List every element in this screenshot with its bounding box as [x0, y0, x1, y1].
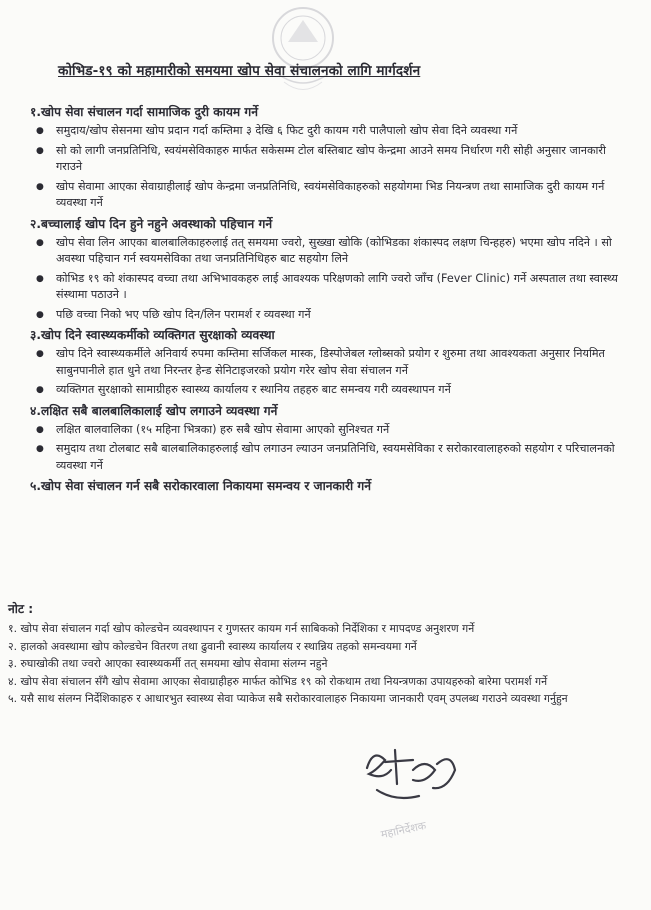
official-stamp: [379, 809, 470, 842]
list-item: ● खोप सेवामा आएका सेवाग्राहीलाई खोप केन्द्रमा जनप्रतिनिधि, स्वयंमसेविकाहरुको सहयोगमा भिड नियन्त्रण तथा सामाजिक दुरी कायम गर्न व्यवस्था गर्ने: [30, 179, 630, 212]
list-item: ● लक्षित बालवालिका (१५ महिना भित्रका) हरु सबै खोप सेवामा आएको सुनिश्चत गर्ने: [30, 422, 630, 439]
section-2: [30, 215, 630, 324]
page-title: कोभिड-१९ को महामारीको समयमा खोप सेवा संचालनको लागि मार्गदर्शन: [58, 63, 421, 79]
list-item: ● खोप दिने स्वास्थ्यकर्मीले अनिवार्य रुपमा कम्तिमा सर्जिकल मास्क, डिस्पोजेबल ग्लोब्सको प्रयोग र शुरुमा तथा आवश्यकता अनुसार नियमित साबुनपानीले हात धुने तथा निरन्तर हेन्ड सेनिटाइजरको प्रयोग गरेर खोप सेवा संचालन गर्ने: [30, 346, 630, 379]
list-item: ● समुदाय तथा टोलबाट सबै बालबालिकाहरुलाई खोप लगाउन ल्याउन जनप्रतिनिधि, स्वयमसेविका र सरोकारवालाहरुको सहयोग र परिचालनको व्यवस्था गर्ने: [30, 441, 630, 474]
bullet-list: [30, 346, 630, 399]
section-heading: ४.लक्षित सबै बालबालिकालाई खोप लगाउने व्यवस्था गर्ने: [30, 403, 278, 418]
notes-heading: नोट :: [8, 602, 34, 616]
note-item: ५. यसै साथ संलग्न निर्देशिकाहरु र आधारभुत स्वास्थ्य सेवा प्याकेज सबै सरोकारवालाहरु निकायमा जानकारी एवम् उपलब्ध गराउने व्यवस्था गर्नुहुन: [8, 692, 568, 705]
stamp-label: महानिर्देशक: [379, 818, 428, 842]
note-item: ४. खोप सेवा संचालन सँगै खोप सेवामा आएका सेवाग्राहीहरु मार्फत कोभिड १९ को रोकथाम तथा नियन्त्रणका उपायहरुको बारेमा परामर्श गर्ने: [8, 674, 548, 688]
guidelines-body: [30, 103, 630, 495]
bullet-list: [30, 123, 630, 212]
bullet-list: [30, 422, 630, 475]
note-item: १. खोप सेवा संचालन गर्दा खोप कोल्डचेन व्यवस्थापन र गुणस्तर कायम गर्न साबिकको निर्देशिका र मापदण्ड अनुशरण गर्ने: [8, 622, 475, 635]
section-1: [30, 103, 630, 212]
note-item: २. हालको अवस्थामा खोप कोल्डचेन वितरण तथा ढुवानी स्वास्थ्य कार्यालय र स्थान्निय तहको समन्वयमा गर्ने: [8, 639, 417, 653]
bullet-list: [30, 235, 630, 324]
section-heading: १.खोप सेवा संचालन गर्दा सामाजिक दुरी कायम गर्ने: [30, 105, 259, 119]
note-item: ३. रुघाखोकी तथा ज्वरो आएका स्वास्थ्यकर्मी तत् समयमा खोप सेवामा संलग्न नहुने: [8, 657, 328, 670]
list-item: ● व्यक्तिगत सुरक्षाको सामाग्रीहरु स्वास्थ्य कार्यालय र स्थानिय तहहरु बाट समन्वय गरी व्यवस्थापन गर्ने: [30, 382, 630, 399]
section-5: [30, 477, 630, 495]
section-heading: २.बच्चालाई खोप दिन हुने नहुने अवस्थाको पहिचान गर्ने: [30, 216, 273, 231]
list-item: ● सो को लागी जनप्रतिनिधि, स्वयंमसेविकाहरु मार्फत सकेसम्म टोल बस्तिबाट खोप केन्द्रमा आउने समय निर्धारण गरी सोही अनुसार जानकारी गराउने: [30, 143, 630, 176]
government-seal-icon: [258, 2, 348, 100]
notes-block: [8, 600, 636, 709]
list-item: ● कोभिड १९ को शंकास्पद वच्चा तथा अभिभावकहरु लाई आवश्यक परिक्षणको लागि ज्वरो जाँच (Fever Clinic) गर्ने अस्पताल तथा स्वास्थ्य संस्थामा पठाउने ।: [30, 271, 630, 304]
list-item: ● खोप सेवा लिन आएका बालबालिकाहरुलाई तत् समयमा ज्वरो, सुख्खा खोकि (कोभिडका शंकास्पद लक्षण चिन्हहरु) भएमा खोप नदिने । सो अवस्था पहिचान गर्न स्वयमसेविका तथा जनप्रतिनिधिहरु बाट सहयोग लिने: [30, 235, 630, 268]
section-4: [30, 402, 630, 475]
section-3: [30, 326, 630, 399]
list-item: ● समुदाय/खोप सेसनमा खोप प्रदान गर्दा कम्तिमा ३ देखि ६ फिट दुरी कायम गरी पालैपालो खोप सेवा दिने व्यवस्था गर्ने: [30, 123, 630, 140]
handwritten-signature: [355, 740, 465, 810]
section-heading: ५.खोप सेवा संचालन गर्न सबै सरोकारवाला निकायमा समन्वय र जानकारी गर्ने: [30, 479, 372, 493]
list-item: ● पछि वच्चा निको भए पछि खोप दिन/लिन परामर्श र व्यवस्था गर्ने: [30, 307, 630, 324]
section-heading: ३.खोप दिने स्वास्थ्यकर्मीको व्यक्तिगत सुरक्षाको व्यवस्था: [30, 328, 275, 342]
